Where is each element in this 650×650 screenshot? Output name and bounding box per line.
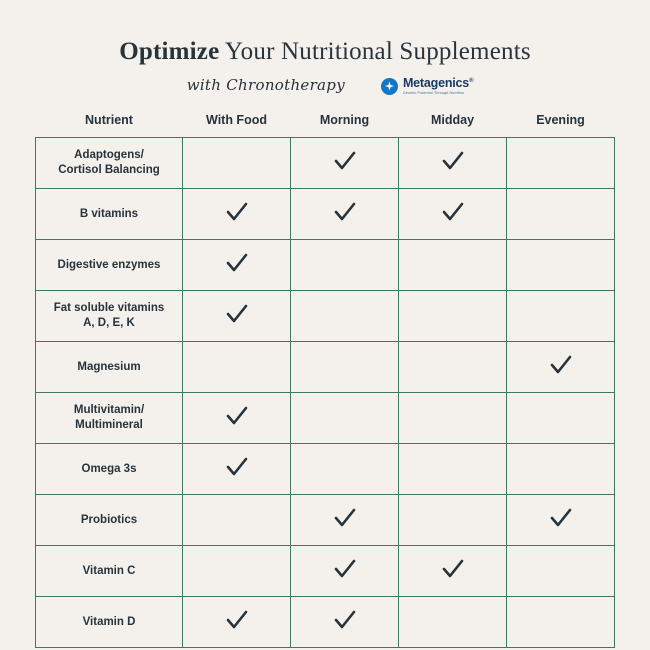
table-row: [36, 342, 615, 393]
metagenics-mark-icon: [381, 78, 398, 95]
table-body: [36, 138, 615, 648]
check-icon: [225, 455, 249, 479]
supplement-timing-table: [35, 112, 615, 648]
check-icon: [333, 506, 357, 530]
nutrient-name-cell: Omega 3s: [36, 444, 183, 495]
timing-cell-morning: [291, 138, 399, 189]
timing-cell-evening: [507, 189, 615, 240]
timing-cell-with-food: [183, 546, 291, 597]
timing-cell-evening: [507, 393, 615, 444]
column-header-midday: Midday: [430, 113, 475, 128]
page-title: [119, 38, 531, 66]
column-header-morning: Morning: [319, 113, 370, 128]
check-icon: [333, 608, 357, 632]
page-title-emphasis: Optimize: [119, 38, 220, 65]
brand-logo: [381, 77, 473, 95]
nutrient-name-cell: Vitamin D: [36, 597, 183, 648]
timing-cell-with-food: [183, 597, 291, 648]
table-row: [36, 597, 615, 648]
check-icon: [441, 200, 465, 224]
page-title-rest: Your Nutritional Supplements: [219, 38, 531, 65]
timing-cell-midday: [399, 546, 507, 597]
subtitle-row: [30, 76, 620, 94]
check-icon: [549, 506, 573, 530]
timing-cell-midday: [399, 291, 507, 342]
nutrient-name-cell: Magnesium: [36, 342, 183, 393]
check-icon: [225, 302, 249, 326]
brand-text: [403, 77, 473, 95]
check-icon: [441, 149, 465, 173]
timing-cell-midday: [399, 393, 507, 444]
check-icon: [549, 353, 573, 377]
table-row: [36, 138, 615, 189]
timing-cell-with-food: [183, 495, 291, 546]
check-icon: [225, 251, 249, 275]
nutrient-name-cell: Adaptogens/ Cortisol Balancing: [36, 138, 183, 189]
nutrient-name-cell: Digestive enzymes: [36, 240, 183, 291]
timing-cell-evening: [507, 546, 615, 597]
timing-cell-evening: [507, 597, 615, 648]
timing-cell-with-food: [183, 138, 291, 189]
timing-cell-evening: [507, 342, 615, 393]
check-icon: [225, 200, 249, 224]
timing-cell-with-food: [183, 393, 291, 444]
check-icon: [441, 557, 465, 581]
timing-cell-evening: [507, 495, 615, 546]
check-icon: [333, 149, 357, 173]
timing-cell-evening: [507, 138, 615, 189]
timing-cell-morning: [291, 597, 399, 648]
nutrient-name-cell: Probiotics: [36, 495, 183, 546]
timing-cell-with-food: [183, 342, 291, 393]
nutrient-name-cell: B vitamins: [36, 189, 183, 240]
brand-tagline: Genetic Potential Through Nutrition: [402, 90, 465, 95]
brand-name: [403, 77, 473, 90]
timing-cell-with-food: [183, 240, 291, 291]
table-row: [36, 393, 615, 444]
column-header-with-food: With Food: [206, 113, 267, 128]
table-row: [36, 546, 615, 597]
table-row: [36, 189, 615, 240]
check-icon: [225, 608, 249, 632]
timing-cell-evening: [507, 240, 615, 291]
timing-cell-evening: [507, 444, 615, 495]
timing-cell-midday: [399, 189, 507, 240]
table-row: [36, 444, 615, 495]
table-header: [36, 112, 615, 138]
brand-name-text: Metagenics: [402, 76, 470, 90]
nutrient-name-cell: Vitamin C: [36, 546, 183, 597]
timing-cell-midday: [399, 597, 507, 648]
page-subtitle: with Chronotherapy: [186, 76, 345, 95]
timing-cell-morning: [291, 291, 399, 342]
timing-cell-midday: [399, 138, 507, 189]
timing-cell-morning: [291, 546, 399, 597]
timing-cell-with-food: [183, 189, 291, 240]
timing-cell-midday: [399, 495, 507, 546]
brand-registered: ®: [469, 77, 474, 84]
timing-cell-morning: [291, 444, 399, 495]
check-icon: [333, 557, 357, 581]
column-header-nutrient: Nutrient: [85, 113, 133, 128]
check-icon: [333, 200, 357, 224]
table-row: [36, 240, 615, 291]
nutrient-name-cell: Fat soluble vitamins A, D, E, K: [36, 291, 183, 342]
timing-cell-morning: [291, 393, 399, 444]
timing-cell-with-food: [183, 291, 291, 342]
timing-cell-midday: [399, 444, 507, 495]
nutrient-name-cell: Multivitamin/ Multimineral: [36, 393, 183, 444]
timing-cell-morning: [291, 495, 399, 546]
timing-cell-morning: [291, 342, 399, 393]
timing-cell-with-food: [183, 444, 291, 495]
table-row: [36, 495, 615, 546]
table-row: [36, 291, 615, 342]
timing-cell-evening: [507, 291, 615, 342]
timing-cell-midday: [399, 240, 507, 291]
timing-cell-morning: [291, 240, 399, 291]
check-icon: [225, 404, 249, 428]
timing-cell-midday: [399, 342, 507, 393]
table-header-row: [36, 112, 615, 138]
column-header-evening: Evening: [536, 113, 585, 128]
timing-cell-morning: [291, 189, 399, 240]
